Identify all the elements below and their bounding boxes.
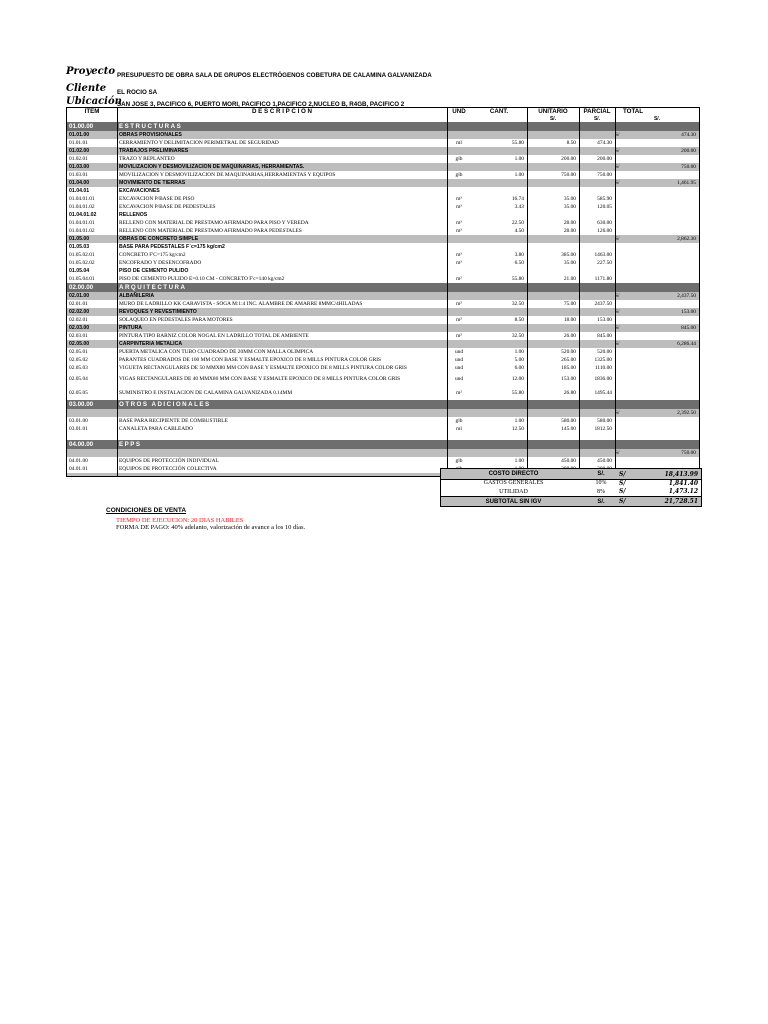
section-row (67, 440, 699, 449)
summary-subtotal-currency-2: S/ (619, 498, 626, 505)
cell-desc: CANALETA PARA CABLEADO (119, 426, 193, 432)
cell-item: 02.05.01 (69, 349, 88, 355)
cell-parcial: 1171.80 (594, 276, 612, 282)
label-cliente: Cliente (66, 83, 107, 94)
subsection-row (67, 340, 699, 348)
cell-desc: MURO DE LADRILLO KK CARAVISTA - SOGA M:1:4 INC. ALAMBRE DE AMARRE 8MMC/4HILADAS (119, 301, 363, 307)
cell-desc: EQUIPOS DE PROTECCIÓN COLECTIVA (119, 466, 217, 472)
cell-cant: 4.50 (514, 228, 524, 234)
cell-unit: 26.80 (563, 390, 576, 396)
section-row (67, 400, 699, 409)
table-row (67, 251, 699, 259)
summary-utilidad-percent: 8% (597, 488, 605, 495)
col-parcial-currency: S/. (593, 115, 601, 122)
cell-und: m³ (456, 220, 462, 226)
table-row (67, 417, 699, 425)
subsection-row (67, 324, 699, 332)
cell-total: 153.00 (681, 309, 696, 315)
cell-desc: BASE PARA RECIPIENTE DE COMBUSTIBLE (119, 418, 228, 424)
col-cant: CANT. (489, 108, 509, 115)
cell-item: 03.01.01 (69, 426, 88, 432)
summary-utilidad (440, 487, 702, 496)
table-row (67, 364, 699, 372)
table-row (67, 203, 699, 211)
summary-gastos-value: 1,841.40 (668, 479, 698, 487)
cell-cant: 3.80 (514, 252, 524, 258)
location: SAN JOSE 3, PACIFICO 6, PUERTO MORI, PACIFICO 1,PACIFICO 2,NUCLEO B, R4GB, PACIFICO 2 (117, 101, 405, 108)
cell-cant: 55.80 (511, 140, 524, 146)
summary-gastos-percent: 10% (595, 480, 607, 486)
cell-item: 02.01.01 (69, 301, 88, 307)
cell-parcial: 1836.00 (594, 376, 612, 382)
cell-desc: CERRAMIENTO Y DELIMITACION PERIMETRAL DE SEGURIDAD (119, 140, 279, 146)
cell-item: 03.01.00 (69, 418, 88, 424)
cell-cant: 6.50 (514, 260, 524, 266)
cell-item: 01.05.02.01 (69, 252, 95, 258)
budget-table (66, 107, 700, 477)
col-divider (579, 108, 580, 476)
cell-item: 01.03.00 (69, 164, 90, 170)
cell-desc: REVOQUES Y REVESTIMIENTO (119, 309, 197, 315)
table-row (67, 372, 699, 386)
client-name: EL ROCIO SA (117, 89, 158, 96)
cell-und: und (454, 349, 464, 355)
table-row (67, 316, 699, 324)
table-row (67, 195, 699, 203)
cell-unit: 28.00 (563, 228, 576, 234)
cell-item: 01.01.00 (69, 132, 90, 138)
cell-desc: EPPS (119, 441, 142, 448)
cell-und: und (454, 365, 464, 371)
cell-unit: 200.00 (561, 156, 576, 162)
cell-cant: 1.00 (514, 156, 524, 162)
cell-parcial: 126.00 (597, 228, 612, 234)
cell-desc (117, 473, 447, 477)
cell-desc: VIGUETA RECTANGULARES DE 50 MMX80 MM CON BASE Y ESMALTE EPOXICO DE 8 MILLS PINTURA COLOR GRIS (119, 365, 407, 371)
cell-und: und (454, 376, 464, 382)
cell-desc: EXCAVACIONES (119, 188, 160, 194)
col-item: ITEM (84, 108, 100, 115)
cell-und: glb (455, 172, 463, 178)
conditions-title: CONDICIONES DE VENTA (106, 507, 187, 514)
cell-unit: 265.00 (561, 357, 576, 363)
cell-unit: 26.00 (563, 333, 576, 339)
cell-parcial: 153.00 (597, 317, 612, 323)
summary-costo-directo-value: 18,413.99 (664, 470, 698, 478)
cell-desc: PINTURA (119, 325, 143, 331)
section-row (67, 122, 699, 131)
cell-desc: MOVILIZACION Y DESMOVILIZACION DE MAQUINARIAS,HERRAMIENTAS Y EQUIPOS (119, 172, 336, 178)
cell-und: m³ (456, 204, 462, 210)
cell-unit: 21.00 (563, 276, 576, 282)
cell-unit: 35.00 (563, 196, 576, 202)
cell-desc: CARPINTERIA METALICA (119, 341, 183, 347)
cell-parcial: 1110.00 (594, 365, 612, 371)
cell-cant: 55.80 (511, 276, 524, 282)
cell-cur: S/ (615, 325, 620, 331)
cell-parcial: 845.00 (597, 333, 612, 339)
cell-unit: 35.00 (563, 204, 576, 210)
cell-und: glb (455, 458, 463, 464)
subsection-row (67, 409, 699, 417)
cell-cant: 1.00 (514, 349, 524, 355)
summary-costo-directo-currency: S/. (597, 471, 605, 477)
cell-item: 03.00.00 (69, 401, 94, 408)
cell-desc: RELLENO CON MATERIAL DE PRESTAMO AFIRMADO PARA PEDESTALES (119, 228, 302, 234)
cell-und: ml (456, 140, 462, 146)
table-row (67, 267, 699, 275)
table-row (67, 348, 699, 356)
cell-item: 04.00.00 (69, 441, 94, 448)
cell-und: m² (456, 317, 462, 323)
label-ubicacion: Ubicación (66, 96, 122, 107)
cell-und: glb (455, 418, 463, 424)
subsection-row (67, 163, 699, 171)
cell-cant: 6.00 (514, 365, 524, 371)
col-descripcion: D E S C R I P C I O N (251, 108, 313, 115)
table-row (67, 425, 699, 433)
cell-cant: 1.00 (514, 172, 524, 178)
subsection-row (67, 147, 699, 155)
summary-costo-directo-label: COSTO DIRECTO (488, 471, 539, 477)
cell-desc: VIGAS RECTANGULARES DE 40 MMX80 MM CON BASE Y ESMALTE EPOXICO DE 8 MILLS PINTURA COLOR GRIS (119, 376, 401, 382)
table-row (67, 139, 699, 147)
col-divider (447, 108, 448, 476)
cell-desc (117, 409, 447, 417)
table-row (67, 300, 699, 308)
cell-parcial: 1463.00 (594, 252, 612, 258)
cell-und: ml (456, 426, 462, 432)
cell-cur: S/ (615, 180, 620, 186)
cell-unit: 75.00 (563, 301, 576, 307)
cell-desc (117, 449, 447, 457)
cell-desc: PUERTA METALICA CON TUBO CUADRADO DE 20MM CON MALLA OLIMPICA (119, 349, 314, 355)
summary-subtotal (440, 496, 702, 507)
cell-cant: 12.50 (511, 426, 524, 432)
cell-item: 04.01.01 (69, 466, 88, 472)
cell-desc: PARANTES CUADRADOS DE 100 MM CON BASE Y ESMALTE EPOXICO DE 8 MILLS PINTURA COLOR GRIS (119, 357, 382, 363)
table-row (67, 171, 699, 179)
cell-parcial: 200.00 (597, 156, 612, 162)
cell-cant: 12.00 (511, 376, 524, 382)
cell-desc: RELLENO CON MATERIAL DE PRESTAMO AFIRMADO PARA PISO Y VEREDA (119, 220, 309, 226)
table-row (67, 259, 699, 267)
cell-desc: SOLAQUEO EN PEDESTALES PARA MOTORES (119, 317, 233, 323)
cell-desc: ALBAÑILERIA (119, 293, 155, 299)
cell-total: 2,862.30 (677, 236, 696, 242)
table-row (67, 187, 699, 195)
cell-item: 01.04.01.02 (69, 228, 95, 234)
cell-unit: 750.00 (561, 172, 576, 178)
cell-parcial: 1495.44 (594, 390, 612, 396)
cell-item: 02.01.00 (69, 293, 90, 299)
cell-item: 01.05.02.02 (69, 260, 95, 266)
subsection-row (67, 308, 699, 316)
cell-parcial: 630.00 (597, 220, 612, 226)
cell-cant: 16.74 (511, 196, 524, 202)
cell-desc: OTROS ADICIONALES (119, 401, 211, 408)
cell-parcial: 450.00 (597, 458, 612, 464)
project-title: PRESUPUESTO DE OBRA SALA DE GRUPOS ELECTRÓGENOS COBETURA DE CALAMINA GALVANIZADA (117, 72, 432, 79)
cell-desc: TRABAJOS PRELIMINARES (119, 148, 189, 154)
cell-parcial: 1325.00 (594, 357, 612, 363)
summary-gastos-currency: S/ (619, 479, 626, 487)
summary-costo-directo-currency-2: S/ (619, 470, 626, 478)
cell-und: glb (455, 156, 463, 162)
cell-desc: MOVIMIENTO DE TIERRAS (119, 180, 186, 186)
table-row (67, 433, 699, 440)
cell-parcial: 750.00 (597, 172, 612, 178)
cell-cur: S/ (615, 309, 620, 315)
col-unitario-currency: S/. (549, 115, 557, 122)
summary-utilidad-label: UTILIDAD (499, 488, 528, 495)
subsection-row (67, 235, 699, 243)
cell-unit: 450.00 (561, 458, 576, 464)
cell-desc: PINTURA TIPO BARNIZ COLOR NOGAL EN LADRILLO TOTAL DE AMBIENTE (119, 333, 309, 339)
cell-unit: 18.00 (563, 317, 576, 323)
cell-unit: 35.00 (563, 260, 576, 266)
cell-total: 200.00 (681, 148, 696, 154)
cell-cant: 32.50 (511, 301, 524, 307)
cell-cur: S/ (615, 410, 620, 416)
cell-und: und (454, 357, 464, 363)
cell-item: 02.03.01 (69, 333, 88, 339)
conditions-pago: FORMA DE PAGO: 40% adelanto, valorización de avance a los 10 días. (116, 524, 306, 531)
cell-desc: CONCRETO F'C=175 kg/cm2 (119, 252, 186, 258)
cell-total: 474.30 (681, 132, 696, 138)
summary-subtotal-label: SUBTOTAL SIN IGV (485, 498, 542, 505)
cell-cant: 8.50 (514, 317, 524, 323)
cell-unit: 153.00 (561, 376, 576, 382)
col-divider (117, 108, 118, 476)
cell-parcial: 120.05 (597, 204, 612, 210)
cell-item (67, 449, 117, 457)
col-parcial: PARCIAL (583, 108, 611, 115)
cell-item: 02.05.05 (69, 390, 88, 396)
cell-item: 01.04.01.02 (69, 204, 95, 210)
cell-und: m³ (456, 260, 462, 266)
cell-und: m² (456, 390, 462, 396)
cell-desc: EQUIPOS DE PROTECCIÓN INDIVIDUAL (119, 458, 219, 464)
cell-item: 01.05.00 (69, 236, 90, 242)
cell-item: 02.00.00 (69, 284, 94, 291)
cell-cant: 5.00 (514, 357, 524, 363)
summary-gastos (440, 479, 702, 487)
cell-desc: ESTRUCTURAS (119, 123, 183, 130)
col-divider (615, 108, 616, 476)
cell-unit: 520.00 (561, 349, 576, 355)
cell-cant: 32.50 (511, 333, 524, 339)
cell-unit: 8.50 (566, 140, 576, 146)
summary-subtotal-value: 21,728.51 (664, 498, 698, 505)
cell-item (67, 473, 117, 477)
cell-parcial: 1812.50 (594, 426, 612, 432)
cell-und: m² (456, 276, 462, 282)
section-row (67, 283, 699, 292)
cell-item: 01.01.01 (69, 140, 88, 146)
cell-desc: ARQUITECTURA (119, 284, 187, 291)
cell-total: 750.00 (681, 450, 696, 456)
column-header-row (67, 108, 699, 122)
cell-parcial: 585.90 (597, 196, 612, 202)
cell-desc: PISO DE CEMENTO PULIDO (119, 268, 189, 274)
cell-unit: 580.00 (561, 418, 576, 424)
cell-item: 02.02.00 (69, 309, 90, 315)
cell-und: m³ (456, 252, 462, 258)
col-unitario: UNITARIO (538, 108, 568, 115)
cell-item: 01.05.03 (69, 244, 90, 250)
cell-und: m² (456, 333, 462, 339)
table-row (67, 243, 699, 251)
subsection-row (67, 449, 699, 457)
cell-cant: 3.43 (514, 204, 524, 210)
cell-und: m³ (456, 228, 462, 234)
col-total-currency: S/. (653, 115, 661, 122)
cell-desc: ENCOFRADO Y DESENCOFRADO (119, 260, 202, 266)
table-row (67, 211, 699, 219)
label-proyecto: Proyecto (66, 66, 116, 77)
cell-item: 01.03.01 (69, 172, 88, 178)
cell-desc: PISO DE CEMENTO PULIDO E=0.10 CM - CONCRETO F'c=140 kg/cm2 (119, 276, 285, 282)
cell-desc: SUMINISTRO E INSTALACION DE CALAMINA GALVANIZADA 0.14MM (119, 390, 293, 396)
cell-desc: BASE PARA PEDESTALES F´c=175 kg/cm2 (119, 244, 225, 250)
cell-cur: S/ (615, 450, 620, 456)
cell-item: 01.04.01.01 (69, 220, 95, 226)
cell-item: 01.04.00 (69, 180, 90, 186)
table-row (67, 332, 699, 340)
cell-cant: 1.00 (514, 418, 524, 424)
cell-unit: 185.00 (561, 365, 576, 371)
cell-unit: 385.00 (561, 252, 576, 258)
conditions-tiempo: TIEMPO DE EJECUCION: 20 DIAS HABILES (116, 517, 244, 524)
cell-total: 845.00 (681, 325, 696, 331)
cell-total: 2,392.50 (677, 410, 696, 416)
cell-item: 02.05.02 (69, 357, 88, 363)
cell-item: 02.05.00 (69, 341, 90, 347)
cell-desc: OBRAS PROVISIONALES (119, 132, 182, 138)
table-row (67, 275, 699, 283)
cell-desc: TRAZO Y REPLANTEO (119, 156, 175, 162)
table-row (67, 155, 699, 163)
cell-total: 6,286.44 (677, 341, 696, 347)
cell-desc: EXCAVACION P/BASE DE PEDESTALES (119, 204, 216, 210)
cell-parcial: 2437.50 (594, 301, 612, 307)
cell-item: 04.01.00 (69, 458, 88, 464)
cell-item: 01.04.01.01 (69, 196, 95, 202)
summary-gastos-label: GASTOS GENERALES (483, 480, 544, 486)
cell-cur: S/ (615, 132, 620, 138)
cell-item: 01.05.04.01 (69, 276, 95, 282)
cell-item: 01.02.01 (69, 156, 88, 162)
cell-parcial: 474.30 (597, 140, 612, 146)
summary-utilidad-currency: S/ (619, 488, 626, 495)
cell-item: 01.05.04 (69, 268, 90, 274)
cell-desc: OBRAS DE CONCRETO SIMPLE (119, 236, 199, 242)
cell-item: 02.02.01 (69, 317, 88, 323)
cell-cant: 22.50 (511, 220, 524, 226)
table-row (67, 386, 699, 400)
cell-item: 02.05.03 (69, 365, 88, 371)
cell-item: 01.04.01.02 (69, 212, 97, 218)
cell-unit: 145.00 (561, 426, 576, 432)
cell-desc: MOVILIZACION Y DESMOVILIZACION DE MAQUINARIAS, HERRAMIENTAS. (119, 164, 305, 170)
subsection-row (67, 179, 699, 187)
subsection-row (67, 131, 699, 139)
cell-und: m³ (456, 196, 462, 202)
cell-item: 01.04.01 (69, 188, 90, 194)
cell-und: m² (456, 301, 462, 307)
cell-cur: S/ (615, 164, 620, 170)
summary-subtotal-currency: S/. (597, 498, 605, 505)
table-row (67, 457, 699, 465)
summary-utilidad-value: 1,473.12 (668, 488, 698, 495)
cell-item: 02.05.04 (69, 376, 88, 382)
cell-cur: S/ (615, 148, 620, 154)
cell-item: 01.02.00 (69, 148, 90, 154)
table-row (67, 219, 699, 227)
cell-cant: 1.00 (514, 458, 524, 464)
cell-cur: S/ (615, 341, 620, 347)
cell-cur: S/ (615, 236, 620, 242)
table-row (67, 356, 699, 364)
subsection-row (67, 292, 699, 300)
cell-item: 02.03.00 (69, 325, 90, 331)
cell-desc: EXCAVACION P/BASE DE PISO (119, 196, 195, 202)
cell-total: 2,437.50 (677, 293, 696, 299)
cell-item (67, 409, 117, 417)
col-divider (527, 108, 528, 476)
cell-parcial: 580.00 (597, 418, 612, 424)
col-total: TOTAL (623, 108, 644, 115)
cell-cant: 55.80 (511, 390, 524, 396)
cell-total: 750.00 (681, 164, 696, 170)
col-und: UND (452, 108, 466, 115)
table-row (67, 227, 699, 235)
cell-cur: S/ (615, 293, 620, 299)
cell-item: 01.00.00 (69, 123, 94, 130)
cell-unit: 28.00 (563, 220, 576, 226)
cell-parcial: 227.50 (597, 260, 612, 266)
cell-desc: RELLENOS (119, 212, 148, 218)
cell-parcial: 520.00 (597, 349, 612, 355)
cell-total: 1,461.95 (677, 180, 696, 186)
